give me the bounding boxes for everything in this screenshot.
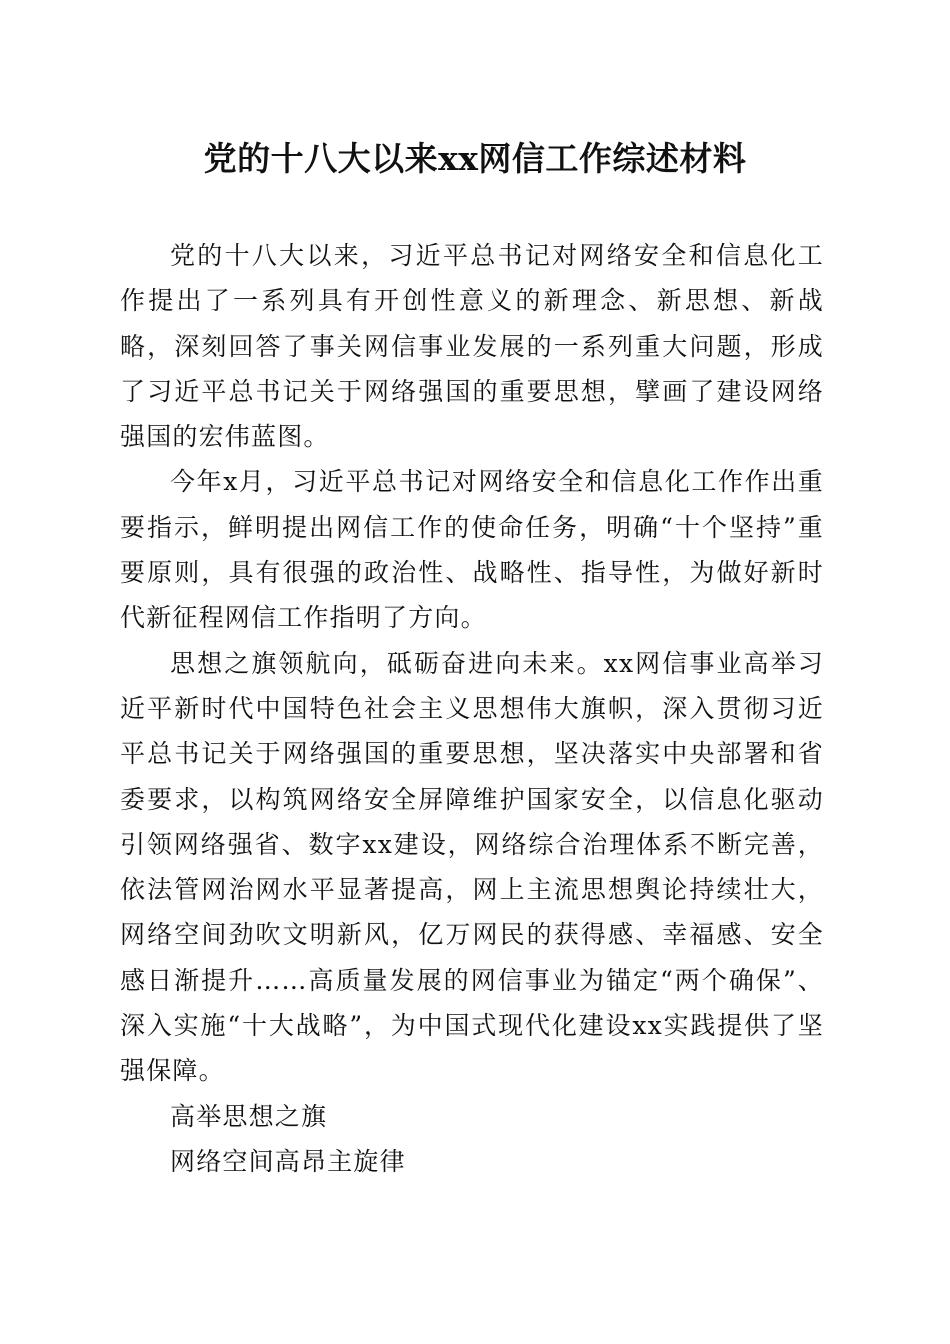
section-heading-main-melody: 网络空间高昂主旋律 [170, 1146, 406, 1176]
paragraph-instruction: 今年x月，习近平总书记对网络安全和信息化工作作出重要指示，鲜明提出网信工作的使命任务，明确“十个坚持”重要原则，具有很强的政治性、战略性、指导性，为做好新时代新征程网信工作指明了方向。 [120, 467, 824, 633]
document-title: 党的十八大以来xx网信工作综述材料 [203, 139, 747, 178]
document-body [120, 233, 824, 1184]
section-heading-thought-banner: 高举思想之旗 [170, 1101, 328, 1131]
paragraph-intro: 党的十八大以来，习近平总书记对网络安全和信息化工作提出了一系列具有开创性意义的新理念、新思想、新战略，深刻回答了事关网信事业发展的一系列重大问题，形成了习近平总书记关于网络强国的重要思想，擘画了建设网络强国的宏伟蓝图。 [120, 241, 824, 452]
paragraph-achievements: 思想之旗领航向，砥砺奋进向未来。xx网信事业高举习近平新时代中国特色社会主义思想伟大旗帜，深入贯彻习近平总书记关于网络强国的重要思想，坚决落实中央部署和省委要求，以构筑网络安全屏障维护国家安全，以信息化驱动引领网络强省、数字xx建设，网络综合治理体系不断完善，依法管网治网水平显著提高，网上主流思想舆论持续壮大，网络空间劲吹文明新风，亿万网民的获得感、幸福感、安全感日渐提升……高质量发展的网信事业为锚定“两个确保”、深入实施“十大战略”，为中国式现代化建设xx实践提供了坚强保障。 [120, 648, 824, 1086]
